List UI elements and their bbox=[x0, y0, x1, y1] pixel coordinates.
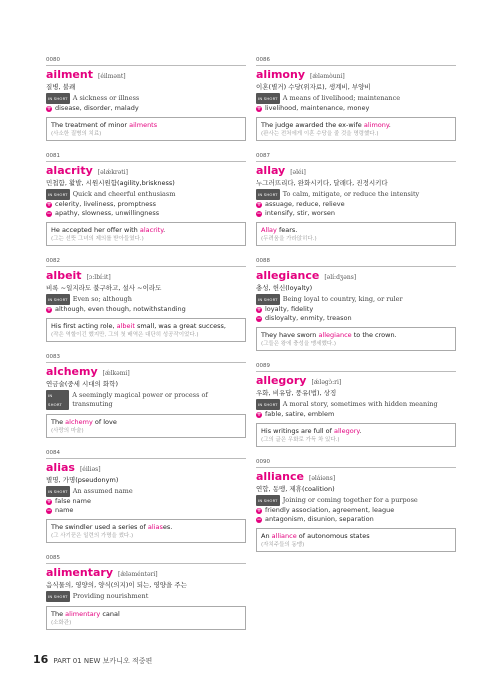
korean-meaning: 연금술(중세 시대의 화학) bbox=[46, 380, 118, 388]
example-text: of autonomous states bbox=[296, 532, 370, 540]
pronunciation: [əléi] bbox=[290, 169, 306, 176]
example-text: fears. bbox=[276, 226, 298, 234]
in-short-tag: IN SHORT bbox=[256, 399, 280, 410]
example-text: His first acting role, bbox=[51, 322, 117, 330]
korean-meaning: 충성, 헌신(loyalty) bbox=[256, 284, 313, 292]
english-definition bbox=[46, 390, 246, 410]
antonyms-row bbox=[256, 314, 456, 323]
in-short-tag: IN SHORT bbox=[256, 495, 280, 506]
plus-icon: + bbox=[256, 104, 262, 112]
minus-icon: − bbox=[46, 506, 52, 514]
korean-meaning: 이혼(별거) 수당(위자료), 생계비, 부양비 bbox=[256, 83, 371, 91]
right-column bbox=[256, 57, 456, 564]
entry-head bbox=[256, 164, 456, 177]
example-korean: (판사는 전처에게 이혼 수당을 줄 것을 명령했다.) bbox=[261, 131, 379, 137]
example-box bbox=[46, 318, 246, 342]
entry-head bbox=[256, 68, 456, 81]
headword: alimentary bbox=[46, 566, 113, 579]
in-short-tag: IN SHORT bbox=[46, 93, 70, 104]
example-box bbox=[256, 327, 456, 351]
english-definition bbox=[46, 93, 246, 104]
example-text: canal bbox=[100, 610, 120, 618]
definition-text: An assumed name bbox=[72, 487, 133, 495]
english-definition bbox=[256, 189, 456, 200]
headword: ailment bbox=[46, 68, 93, 81]
antonyms-row bbox=[46, 209, 246, 218]
pronunciation: [əlǽkrəti] bbox=[97, 169, 128, 176]
synonyms-text: celerity, liveliness, promptness bbox=[55, 200, 157, 208]
example-english bbox=[51, 121, 241, 130]
example-text: The swindler used a series of bbox=[51, 523, 148, 531]
synonyms-text: false name bbox=[55, 497, 91, 505]
in-short-tag: IN SHORT bbox=[256, 189, 280, 200]
example-korean: (그는 선뜻 그녀의 제의를 받아들였다.) bbox=[51, 236, 144, 242]
definition-text: A means of livelihood; maintenance bbox=[282, 94, 401, 102]
entry-head bbox=[46, 68, 246, 81]
example-english bbox=[51, 226, 241, 235]
minus-icon: − bbox=[256, 209, 262, 217]
example-highlight: alimony bbox=[363, 121, 389, 129]
entry-number: 0088 bbox=[256, 258, 456, 267]
headword: alias bbox=[46, 461, 75, 474]
plus-icon: + bbox=[256, 410, 262, 418]
example-text: of love bbox=[92, 418, 117, 426]
synonyms-row bbox=[46, 305, 246, 314]
headword: alacrity bbox=[46, 164, 93, 177]
korean-meaning: 누그러뜨리다, 완화시키다, 달래다, 진정시키다 bbox=[256, 179, 388, 187]
example-box bbox=[46, 414, 246, 438]
minus-icon: − bbox=[46, 209, 52, 217]
in-short-tag: IN SHORT bbox=[46, 189, 70, 200]
example-highlight: alliance bbox=[271, 532, 297, 540]
page-footer bbox=[33, 653, 152, 666]
english-definition bbox=[46, 294, 246, 305]
english-definition bbox=[256, 294, 456, 305]
example-text: His writings are full of bbox=[261, 427, 334, 435]
definition-text: A seemingly magical power or process of transmuting bbox=[72, 391, 208, 408]
entry-head bbox=[46, 566, 246, 579]
pronunciation: [æ̀ləméntəri] bbox=[118, 571, 158, 578]
pronunciation: [ǽləgɔ̀:ri] bbox=[311, 379, 342, 386]
entry-head bbox=[46, 269, 246, 282]
example-box bbox=[46, 519, 246, 543]
synonyms-text: fable, satire, emblem bbox=[265, 410, 335, 418]
synonyms-text: loyalty, fidelity bbox=[265, 305, 314, 313]
synonyms-row bbox=[256, 200, 456, 209]
antonyms-text: intensify, stir, worsen bbox=[265, 209, 335, 217]
plus-icon: + bbox=[46, 305, 52, 313]
plus-icon: + bbox=[46, 497, 52, 505]
pronunciation: [əlí:dʒəns] bbox=[324, 274, 357, 281]
example-highlight: allegory bbox=[334, 427, 360, 435]
pronunciation: [əláiəns] bbox=[308, 475, 336, 482]
example-text: es. bbox=[162, 523, 173, 531]
plus-icon: + bbox=[256, 506, 262, 514]
headword: alliance bbox=[256, 470, 304, 483]
example-english bbox=[51, 322, 241, 331]
example-korean: (그들은 왕에 충성을 맹세했다.) bbox=[261, 341, 337, 347]
pronunciation: [ǽləmòuni] bbox=[309, 73, 345, 80]
synonyms-row bbox=[46, 200, 246, 209]
definition-text: Providing nourishment bbox=[72, 592, 149, 600]
korean-meaning: 별명, 가명(pseudonym) bbox=[46, 476, 119, 484]
entry-head bbox=[46, 461, 246, 474]
definition-text: Even so; although bbox=[72, 295, 132, 303]
definition-text: Being loyal to country, king, or ruler bbox=[282, 295, 403, 303]
english-definition bbox=[46, 189, 246, 200]
english-definition bbox=[256, 495, 456, 506]
entry-number: 0081 bbox=[46, 153, 246, 162]
example-box bbox=[256, 117, 456, 141]
example-english bbox=[51, 610, 241, 619]
example-english bbox=[261, 121, 451, 130]
example-highlight: alacrity bbox=[139, 226, 164, 234]
example-box bbox=[46, 606, 246, 630]
in-short-tag: IN SHORT bbox=[46, 591, 70, 602]
entry-number: 0083 bbox=[46, 354, 246, 363]
plus-icon: + bbox=[46, 200, 52, 208]
example-text: He accepted her offer with bbox=[51, 226, 140, 234]
plus-icon: + bbox=[256, 305, 262, 313]
example-english bbox=[261, 331, 451, 340]
example-highlight: Allay bbox=[261, 226, 277, 234]
synonyms-text: assuage, reduce, relieve bbox=[265, 200, 345, 208]
english-definition bbox=[46, 591, 246, 602]
footer-text: PART 01 NEW 보카니오 적중편 bbox=[53, 657, 153, 665]
vocab-entry bbox=[46, 258, 246, 342]
synonyms-text: livelihood, maintenance, money bbox=[265, 104, 370, 112]
english-definition bbox=[256, 93, 456, 104]
entry-number: 0087 bbox=[256, 153, 456, 162]
synonyms-text: disease, disorder, malady bbox=[55, 104, 139, 112]
example-text: small, was a great success, bbox=[134, 322, 226, 330]
korean-meaning: 우화, 비유담, 풍유(법), 상징 bbox=[256, 389, 337, 397]
example-box bbox=[46, 117, 246, 141]
in-short-tag: IN SHORT bbox=[46, 486, 70, 497]
example-highlight: albeit bbox=[116, 322, 135, 330]
example-english bbox=[261, 427, 451, 436]
plus-icon: + bbox=[46, 104, 52, 112]
in-short-tag: IN SHORT bbox=[256, 93, 280, 104]
example-text: They have sworn bbox=[261, 331, 319, 339]
example-english bbox=[51, 418, 241, 427]
antonyms-text: disloyalty, enmity, treason bbox=[265, 314, 352, 322]
vocab-entry bbox=[46, 153, 246, 246]
headword: allegory bbox=[256, 374, 307, 387]
example-korean: (소화관) bbox=[51, 620, 72, 626]
headword: albeit bbox=[46, 269, 82, 282]
synonyms-row bbox=[256, 305, 456, 314]
headword: alimony bbox=[256, 68, 305, 81]
example-text: The judge awarded the ex-wife bbox=[261, 121, 364, 129]
vocab-entry bbox=[256, 153, 456, 246]
vocab-entry bbox=[46, 354, 246, 438]
synonyms-row bbox=[256, 410, 456, 419]
example-box bbox=[256, 423, 456, 447]
example-text: . bbox=[163, 226, 166, 234]
vocab-entry bbox=[46, 57, 246, 141]
antonyms-row bbox=[46, 506, 246, 515]
entry-head bbox=[256, 374, 456, 387]
in-short-tag: IN SHORT bbox=[46, 294, 70, 305]
example-highlight: allegiance bbox=[318, 331, 352, 339]
english-definition bbox=[256, 399, 456, 410]
example-highlight: alchemy bbox=[65, 418, 93, 426]
vocab-entry bbox=[46, 450, 246, 543]
entry-number: 0086 bbox=[256, 57, 456, 66]
vocab-entry bbox=[256, 459, 456, 552]
entry-number: 0090 bbox=[256, 459, 456, 468]
korean-meaning: 질병, 불쾌 bbox=[46, 83, 76, 91]
example-korean: (두려움을 가라앉히다.) bbox=[261, 236, 317, 242]
entry-number: 0084 bbox=[46, 450, 246, 459]
page-number: 16 bbox=[33, 653, 49, 666]
entry-number: 0085 bbox=[46, 555, 246, 564]
example-highlight: alias bbox=[147, 523, 163, 531]
example-korean: (그의 글은 우화로 가득 차 있다.) bbox=[261, 437, 340, 443]
definition-text: A moral story, sometimes with hidden meaning bbox=[282, 400, 438, 408]
antonyms-row bbox=[256, 515, 456, 524]
korean-meaning: 민첩함, 활발, 시원시원함(agility,briskness) bbox=[46, 179, 175, 187]
antonyms-text: antagonism, disunion, separation bbox=[265, 515, 374, 523]
entry-head bbox=[256, 269, 456, 282]
entry-number: 0082 bbox=[46, 258, 246, 267]
definition-text: A sickness or illness bbox=[72, 94, 140, 102]
english-definition bbox=[46, 486, 246, 497]
korean-meaning: 비록 ~일지라도 불구하고, 설사 ~이라도 bbox=[46, 284, 162, 292]
antonyms-text: name bbox=[55, 506, 74, 514]
pronunciation: [éiliəs] bbox=[79, 466, 101, 473]
example-korean: (사소한 질병의 치료) bbox=[51, 131, 102, 137]
example-text: . bbox=[388, 121, 391, 129]
vocab-entry bbox=[46, 555, 246, 630]
vocab-entry bbox=[256, 258, 456, 351]
entry-number: 0089 bbox=[256, 363, 456, 372]
entry-head bbox=[256, 470, 456, 483]
korean-meaning: 연합, 동맹, 제휴(coalition) bbox=[256, 485, 335, 493]
synonyms-row bbox=[256, 506, 456, 515]
entry-number: 0080 bbox=[46, 57, 246, 66]
example-box bbox=[256, 528, 456, 552]
example-text: The treatment of minor bbox=[51, 121, 130, 129]
synonyms-text: friendly association, agreement, league bbox=[265, 506, 395, 514]
example-text: The bbox=[51, 610, 66, 618]
example-text: . bbox=[359, 427, 362, 435]
korean-meaning: 음식물의, 영양의, 양식(의지)이 되는, 영양을 주는 bbox=[46, 581, 187, 589]
headword: allegiance bbox=[256, 269, 320, 282]
pronunciation: [éilmənt] bbox=[97, 73, 126, 80]
example-korean: (자치주들의 동맹) bbox=[261, 542, 305, 548]
example-english bbox=[261, 532, 451, 541]
antonyms-row bbox=[256, 209, 456, 218]
example-english bbox=[51, 523, 241, 532]
entry-head bbox=[46, 365, 246, 378]
synonyms-text: although, even though, notwithstanding bbox=[55, 305, 186, 313]
entry-head bbox=[46, 164, 246, 177]
antonyms-text: apathy, slowness, unwillingness bbox=[55, 209, 160, 217]
in-short-tag: IN SHORT bbox=[256, 294, 280, 305]
headword: allay bbox=[256, 164, 286, 177]
plus-icon: + bbox=[256, 200, 262, 208]
example-korean: (작은 역할이긴 했지만, 그의 첫 배역은 대단히 성공작이었다.) bbox=[51, 332, 199, 338]
pronunciation: [ǽlkəmi] bbox=[102, 370, 130, 377]
example-highlight: ailments bbox=[129, 121, 158, 129]
example-box bbox=[46, 222, 246, 246]
example-highlight: alimentary bbox=[65, 610, 101, 618]
example-korean: (사랑의 마술) bbox=[51, 428, 84, 434]
minus-icon: − bbox=[256, 314, 262, 322]
headword: alchemy bbox=[46, 365, 98, 378]
definition-text: Quick and cheerful enthusiasm bbox=[72, 190, 176, 198]
pronunciation: [ɔ:lbí:it] bbox=[86, 274, 111, 281]
example-english bbox=[261, 226, 451, 235]
example-box bbox=[256, 222, 456, 246]
example-text: to the crown. bbox=[351, 331, 397, 339]
left-column bbox=[46, 57, 246, 642]
synonyms-row bbox=[256, 104, 456, 113]
example-text: An bbox=[261, 532, 272, 540]
definition-text: To calm, mitigate, or reduce the intensity bbox=[282, 190, 420, 198]
vocab-entry bbox=[256, 363, 456, 447]
synonyms-row bbox=[46, 104, 246, 113]
example-korean: (그 사기꾼은 일련의 가명을 썼다.) bbox=[51, 533, 134, 539]
definition-text: Joining or coming together for a purpose bbox=[282, 496, 418, 504]
minus-icon: − bbox=[256, 515, 262, 523]
synonyms-row bbox=[46, 497, 246, 506]
example-text: The bbox=[51, 418, 66, 426]
in-short-tag: IN SHORT bbox=[46, 390, 69, 410]
vocab-entry bbox=[256, 57, 456, 141]
